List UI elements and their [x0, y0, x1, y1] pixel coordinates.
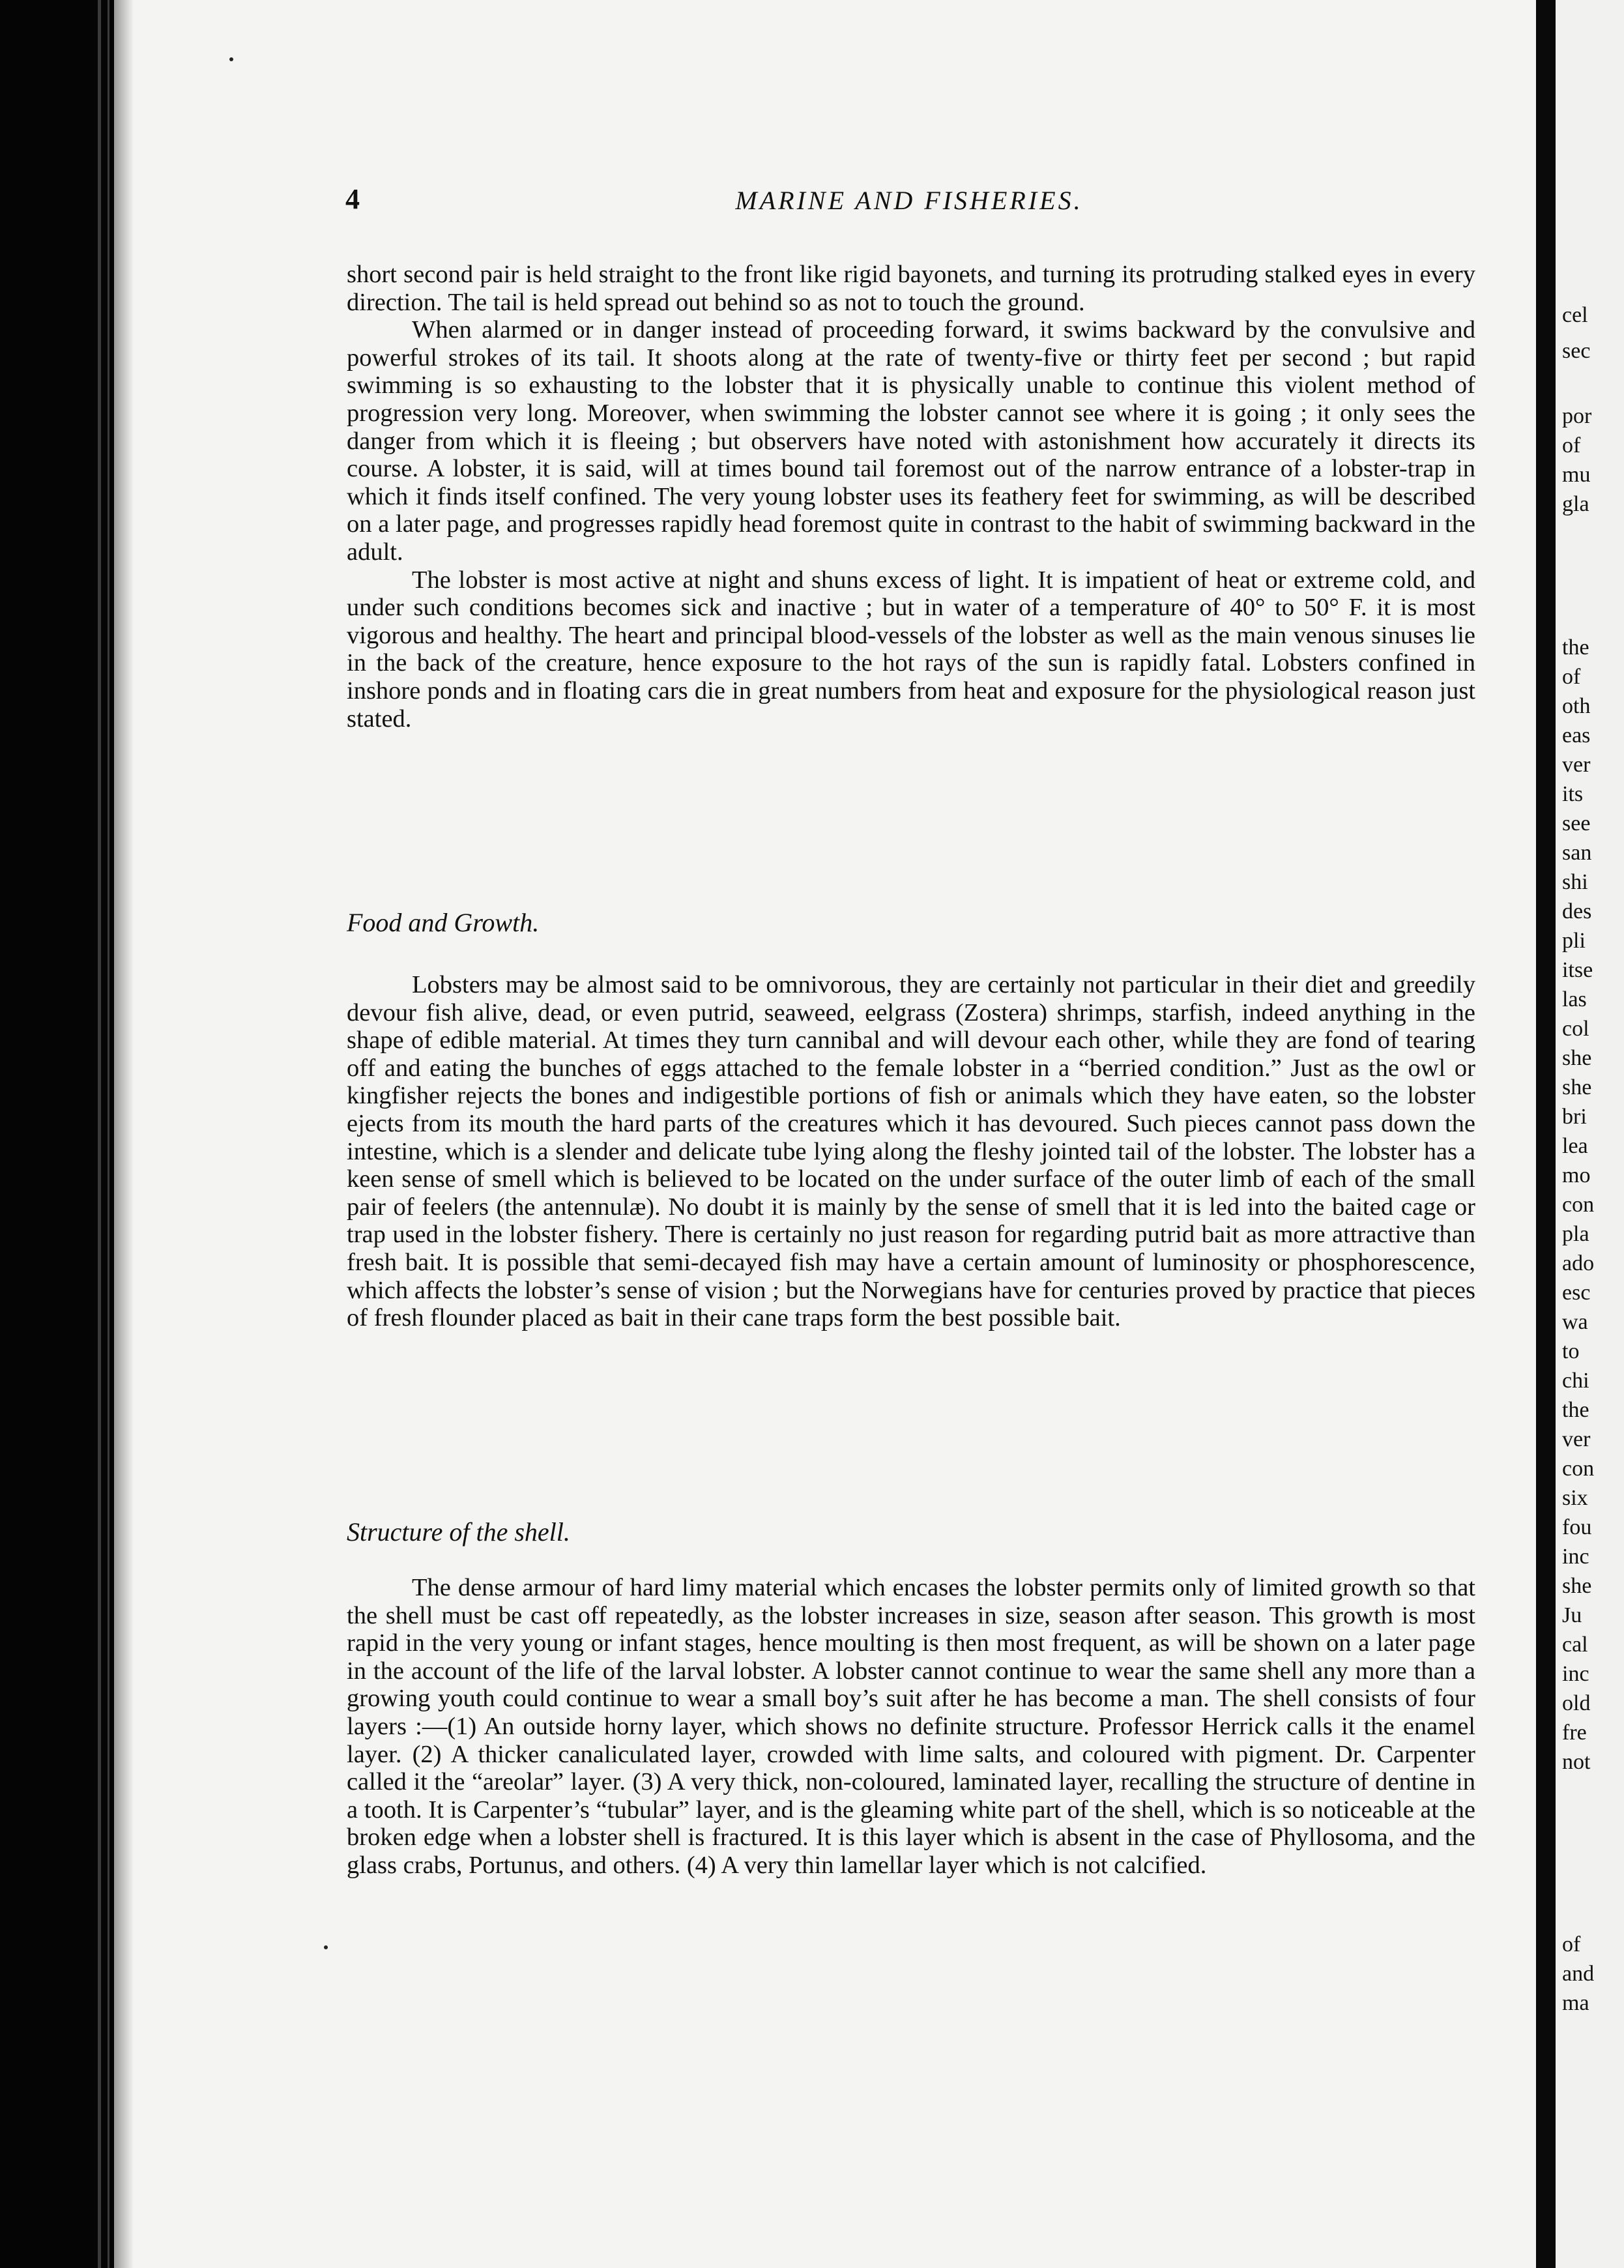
adjacent-page-fragment: cel [1562, 303, 1588, 327]
section-title-food: Food and Growth. [347, 908, 540, 937]
adjacent-page-fragment: Ju [1562, 1603, 1582, 1627]
adjacent-page-fragment: the [1562, 635, 1589, 660]
adjacent-page-fragment: its [1562, 782, 1584, 806]
adjacent-page-fragment: con [1562, 1457, 1595, 1481]
adjacent-page-fragment: she [1562, 1574, 1592, 1598]
adjacent-page-fragment: inc [1562, 1662, 1589, 1686]
adjacent-page-fragment: see [1562, 811, 1591, 836]
binding-rule [98, 0, 101, 2268]
adjacent-page-fragment: ado [1562, 1251, 1595, 1275]
adjacent-page-fragment: shi [1562, 870, 1588, 894]
adjacent-page-fragment: of [1562, 1932, 1581, 1956]
adjacent-page-fragment: ma [1562, 1991, 1589, 2015]
adjacent-page-fragment: cal [1562, 1633, 1588, 1657]
scan-speck [324, 1945, 328, 1949]
adjacent-page-fragment: pli [1562, 929, 1586, 953]
adjacent-page-fragment: itse [1562, 958, 1593, 982]
adjacent-page-fragment: old [1562, 1691, 1591, 1715]
adjacent-page-fragment: six [1562, 1486, 1588, 1510]
adjacent-page-fragment: gla [1562, 492, 1589, 516]
paragraph-food: Lobsters may be almost said to be omnivorous, they are certainly not particular in their diet and greedily devour fish alive, dead, or even putrid, seaweed, eelgrass (Zostera) shrimps, starfish, indeed anything in the shape of edible material. At times they turn cannibal and will devour each other, while they are fond of tearing off and eating the bunches of eggs attached to the female lobster in a “berried condition.” Just as the owl or kingfisher rejects the bones and indigestible portions of fish or animals which they have eaten, so the lobster ejects from its mouth the hard parts of the creatures which it has devoured. Such pieces cannot pass down the intestine, which is a slender and delicate tube lying along the fleshy jointed tail of the lobster. The lobster has a keen sense of smell which is believed to be located on the under surface of the outer limb of each of the small pair of feelers (the antennulæ). No doubt it is mainly by the sense of smell that it is led into the baited cage or trap used in the lobster fishery. There is certainly no just reason for regarding putrid bait as more attractive than fresh bait. It is possible that semi-decayed fish may have a certain amount of luminosity or phosphorescence, which affects the lobster’s sense of vision ; but the Norwegians have for centuries proved by practice that pieces of fresh flounder placed as bait in their cane traps form the best possible bait. [347, 971, 1475, 1332]
running-head: MARINE AND FISHERIES. [735, 186, 1083, 215]
scan-speck [229, 57, 233, 61]
adjacent-page-fragment: of [1562, 665, 1581, 689]
adjacent-page-fragment: inc [1562, 1545, 1589, 1569]
scan-left-margin [0, 0, 114, 2268]
binding-rule [108, 0, 109, 2268]
adjacent-page-fragment: las [1562, 987, 1587, 1011]
page-number: 4 [345, 183, 360, 215]
adjacent-page-fragment: con [1562, 1193, 1595, 1217]
adjacent-page-fragment: of [1562, 433, 1581, 458]
adjacent-page-fragment: she [1562, 1075, 1592, 1099]
adjacent-page-fragment: she [1562, 1046, 1592, 1070]
paragraph-continuation: short second pair is held straight to the front like rigid bayonets, and turning its protruding stalked eyes in every direction. The tail is held spread out behind so as not to touch the ground. [347, 261, 1475, 316]
section-shell [347, 1519, 1475, 1547]
adjacent-page-fragment: eas [1562, 723, 1591, 748]
adjacent-page-fragment: san [1562, 841, 1592, 865]
page-gutter [1536, 0, 1556, 2268]
body-text-block [347, 261, 1475, 733]
paragraph-shell: The dense armour of hard limy material which encases the lobster permits only of limited growth so that the shell must be cast off repeatedly, as the lobster increases in size, season after season. This growth is most rapid in the very young or infant stages, hence moulting is then most frequent, as will be shown on a later page in the account of the life of the larval lobster. A lobster cannot continue to wear the same shell any more than a growing youth could continue to wear a small boy’s suit after he has become a man. The shell consists of four layers :—(1) An outside horny layer, which shows no definite structure. Professor Herrick calls it the enamel layer. (2) A thicker canaliculated layer, crowded with lime salts, and coloured with pigment. Dr. Carpenter called it the “areolar” layer. (3) A very thick, non-coloured, laminated layer, recalling the structure of dentine in a tooth. It is Carpenter’s “tubular” layer, and is the gleaming white part of the shell, which is so noticeable at the broken edge when a lobster shell is fractured. It is this layer which is absent in the case of Phyllosoma, and the glass crabs, Portunus, and others. (4) A very thin lamellar layer which is not calcified. [347, 1574, 1475, 1879]
adjacent-page-fragment: oth [1562, 694, 1591, 718]
adjacent-page-edge [1556, 0, 1624, 2268]
adjacent-page-fragment: and [1562, 1962, 1595, 1986]
adjacent-page-fragment: chi [1562, 1369, 1589, 1393]
adjacent-page-fragment: col [1562, 1017, 1589, 1041]
section-food-body [347, 971, 1475, 1332]
adjacent-page-fragment: wa [1562, 1310, 1588, 1334]
section-title-shell: Structure of the shell. [347, 1517, 570, 1547]
adjacent-page-fragment: des [1562, 899, 1592, 923]
page-header [345, 182, 1473, 228]
section-shell-body [347, 1574, 1475, 1880]
adjacent-page-fragment: mu [1562, 463, 1591, 487]
adjacent-page-fragment: lea [1562, 1134, 1588, 1158]
adjacent-page-fragment: pla [1562, 1222, 1589, 1246]
adjacent-page-fragment: mo [1562, 1163, 1591, 1187]
adjacent-page-fragment: ver [1562, 753, 1591, 777]
adjacent-page-fragment: ver [1562, 1427, 1591, 1451]
adjacent-page-fragment: to [1562, 1339, 1580, 1363]
adjacent-page-fragment: fre [1562, 1721, 1587, 1745]
adjacent-page-fragment: not [1562, 1750, 1591, 1774]
page-curve-shadow [114, 0, 134, 2268]
adjacent-page-fragment: esc [1562, 1281, 1591, 1305]
paragraph-temperature: The lobster is most active at night and shuns excess of light. It is impatient of heat or extreme cold, and under such conditions becomes sick and inactive ; but in water of a temperature of 40° to 50° F. it is most vigorous and healthy. The heart and principal blood-vessels of the lobster as well as the main venous sinuses lie in the back of the creature, hence exposure to the hot rays of the sun is rapidly fatal. Lobsters confined in inshore ponds and in floating cars die in great numbers from heat and exposure for the physiological reason just stated. [347, 566, 1475, 733]
adjacent-page-fragment: por [1562, 404, 1592, 428]
paragraph-swimming: When alarmed or in danger instead of proceeding forward, it swims backward by the convulsive and powerful strokes of its tail. It shoots along at the rate of twenty-five or thirty feet per second ; but rapid swimming is so exhausting to the lobster that it is physically unable to continue this violent method of progression very long. Moreover, when swimming the lobster cannot see where it is going ; it only sees the danger from which it is fleeing ; but observers have noted with astonishment how accurately it directs its course. A lobster, it is said, will at times bound tail foremost out of the narrow entrance of a lobster-trap in which it finds itself confined. The very young lobster uses its feathery feet for swimming, as will be described on a later page, and progresses rapidly head foremost quite in contrast to the habit of swimming backward in the adult. [347, 316, 1475, 566]
section-food-growth [347, 909, 1475, 937]
adjacent-page-fragment: bri [1562, 1105, 1587, 1129]
adjacent-page-fragment: sec [1562, 339, 1591, 363]
adjacent-page-fragment: fou [1562, 1515, 1592, 1539]
adjacent-page-fragment: the [1562, 1398, 1589, 1422]
